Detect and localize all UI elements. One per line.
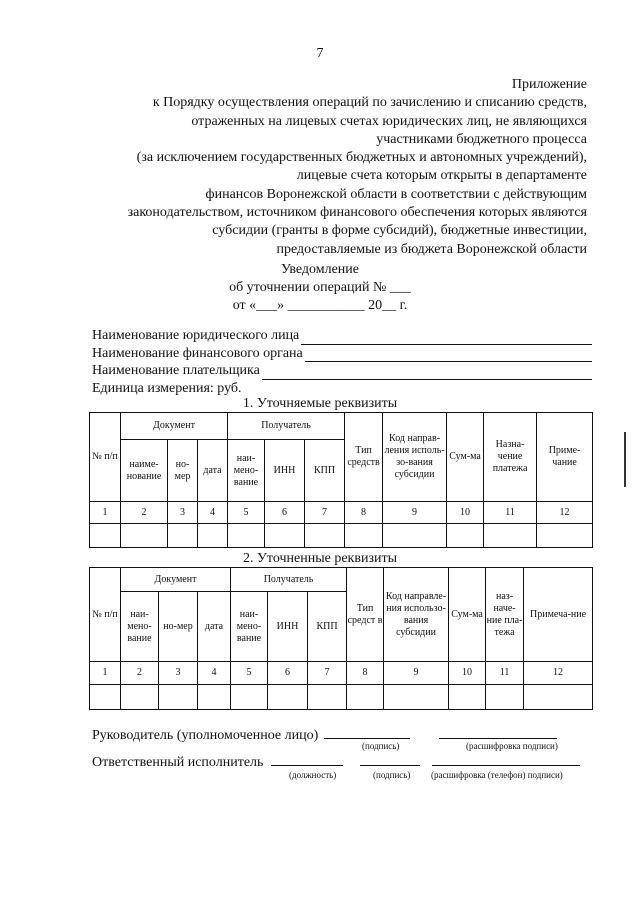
table-cell[interactable] <box>198 524 228 548</box>
col-header-doc-number: но-мер <box>168 440 198 502</box>
scan-edge-mark <box>624 432 626 487</box>
appendix-line: законодательством, источником финансового обеспечения которых являются <box>127 205 587 221</box>
col-header-kpp: КПП <box>308 592 347 662</box>
col-header-recipient-name: наи-мено-вание <box>228 440 265 502</box>
financial-body-label: Наименование финансового органа <box>92 345 303 361</box>
column-number: 2 <box>121 662 159 685</box>
table-clarified-requisites <box>89 412 593 548</box>
table-cell[interactable] <box>345 524 383 548</box>
legal-entity-row <box>92 327 592 345</box>
executor-position-field[interactable] <box>271 753 343 766</box>
col-header-fund-type: Тип средств <box>345 413 383 502</box>
head-signature-caption: (подпись) <box>362 741 400 751</box>
table-cell[interactable] <box>347 685 384 710</box>
notice-number-line: об уточнении операций № ___ <box>229 280 411 295</box>
appendix-line: финансов Воронежской области в соответствии с действующим <box>205 186 587 202</box>
head-label: Руководитель (уполномоченное лицо) <box>92 728 319 743</box>
column-number: 5 <box>231 662 268 685</box>
table-cell[interactable] <box>265 524 305 548</box>
executor-decoding-caption: (расшифровка (телефон) подписи) <box>431 770 563 780</box>
table-cell[interactable] <box>447 524 484 548</box>
table-cell[interactable] <box>90 685 121 710</box>
executor-signature-caption: (подпись) <box>373 770 411 780</box>
appendix-line: предоставляемые из бюджета Воронежской области <box>276 241 587 257</box>
head-decoding-caption: (расшифровка подписи) <box>466 741 558 751</box>
appendix-line: участниками бюджетного процесса <box>376 131 587 147</box>
col-header-sum: Сум-ма <box>447 413 484 502</box>
col-header-doc-name: наи-мено-вание <box>121 592 159 662</box>
column-number: 10 <box>447 502 484 524</box>
executor-signature-field[interactable] <box>360 753 420 766</box>
column-number: 3 <box>159 662 198 685</box>
column-number: 7 <box>308 662 347 685</box>
table-cell[interactable] <box>159 685 198 710</box>
table-cell[interactable] <box>305 524 345 548</box>
column-number: 8 <box>345 502 383 524</box>
table-cell[interactable] <box>308 685 347 710</box>
executor-position-caption: (должность) <box>289 770 337 780</box>
appendix-block <box>67 76 587 259</box>
appendix-line: (за исключением государственных бюджетных и автономных учреждений), <box>136 150 587 166</box>
table-row <box>90 685 593 710</box>
column-number: 12 <box>537 502 593 524</box>
column-number: 11 <box>484 502 537 524</box>
col-header-doc-date: дата <box>198 592 231 662</box>
col-header-document: Документ <box>121 568 231 592</box>
legal-entity-field[interactable] <box>301 331 592 345</box>
column-number: 4 <box>198 502 228 524</box>
col-header-recipient: Получатель <box>228 413 345 440</box>
table-cell[interactable] <box>449 685 486 710</box>
column-number: 3 <box>168 502 198 524</box>
table-cell[interactable] <box>90 524 121 548</box>
col-header-note: Приме-чание <box>537 413 593 502</box>
column-number: 1 <box>90 662 121 685</box>
col-header-subsidy-code: Код направ-ления исполь-зо-вания субсидии <box>383 413 447 502</box>
payer-field[interactable] <box>262 366 592 380</box>
payer-row <box>92 362 592 380</box>
executor-signature-row <box>92 753 580 771</box>
col-header-inn: ИНН <box>265 440 305 502</box>
table-cell[interactable] <box>524 685 593 710</box>
financial-body-row <box>92 345 592 363</box>
executor-label: Ответственный исполнитель <box>92 755 264 770</box>
table-cell[interactable] <box>121 524 168 548</box>
financial-body-field[interactable] <box>305 348 592 362</box>
payer-label: Наименование плательщика <box>92 363 260 378</box>
col-header-doc-number: но-мер <box>159 592 198 662</box>
table-cell[interactable] <box>383 524 447 548</box>
col-header-note: Примеча-ние <box>524 568 593 662</box>
col-header-kpp: КПП <box>305 440 345 502</box>
column-number: 4 <box>198 662 231 685</box>
legal-entity-label: Наименование юридического лица <box>92 328 300 343</box>
column-number: 5 <box>228 502 265 524</box>
column-number-row <box>90 502 593 524</box>
table-cell[interactable] <box>537 524 593 548</box>
column-number: 12 <box>524 662 593 685</box>
table-cell[interactable] <box>384 685 449 710</box>
unit-row <box>92 380 592 398</box>
table-cell[interactable] <box>484 524 537 548</box>
col-header-recipient-name: наи-мено-вание <box>231 592 268 662</box>
table-cell[interactable] <box>168 524 198 548</box>
column-number: 2 <box>121 502 168 524</box>
unit-label: Единица измерения: руб. <box>92 380 242 396</box>
table-cell[interactable] <box>486 685 524 710</box>
notice-date-line: от «___» ___________ 20__ г. <box>232 298 408 313</box>
col-header-number: № п/п <box>90 413 121 502</box>
column-number: 11 <box>486 662 524 685</box>
column-number: 6 <box>268 662 308 685</box>
table-cell[interactable] <box>121 685 159 710</box>
head-signature-field[interactable] <box>324 726 410 739</box>
column-number: 6 <box>265 502 305 524</box>
header-fields <box>92 327 592 397</box>
page-number: 7 <box>316 46 324 61</box>
table-cell[interactable] <box>268 685 308 710</box>
col-header-sum: Сум-ма <box>449 568 486 662</box>
section-2-title: 2. Уточненные реквизиты <box>243 551 397 566</box>
appendix-line: лицевые счета которым открыты в департаменте <box>296 168 587 184</box>
col-header-doc-name: наиме-нование <box>121 440 168 502</box>
section-1-title: 1. Уточняемые реквизиты <box>242 396 398 411</box>
table-cell[interactable] <box>228 524 265 548</box>
col-header-recipient: Получатель <box>231 568 347 592</box>
column-number: 10 <box>449 662 486 685</box>
head-decoding-field[interactable] <box>439 726 557 739</box>
col-header-purpose: Назна-чение платежа <box>484 413 537 502</box>
col-header-purpose: наз-наче-ние пла-тежа <box>486 568 524 662</box>
column-number: 1 <box>90 502 121 524</box>
appendix-line: субсидии (гранты в форме субсидий), бюджетные инвестиции, <box>212 223 587 239</box>
table-cell[interactable] <box>198 685 231 710</box>
appendix-line: к Порядку осуществления операций по зачислению и списанию средств, <box>152 95 587 111</box>
table-updated-requisites <box>89 567 593 710</box>
notice-title: Уведомление <box>280 262 359 277</box>
col-header-number: № п/п <box>90 568 121 662</box>
column-number: 7 <box>305 502 345 524</box>
table-row <box>90 524 593 548</box>
appendix-line: отраженных на лицевых счетах юридических лиц, не являющихся <box>191 113 587 129</box>
col-header-document: Документ <box>121 413 228 440</box>
column-number: 8 <box>347 662 384 685</box>
col-header-subsidy-code: Код направле-ния использо-вания субсидии <box>384 568 449 662</box>
executor-decoding-field[interactable] <box>432 753 580 766</box>
table-cell[interactable] <box>231 685 268 710</box>
appendix-line: Приложение <box>511 77 587 92</box>
column-number-row <box>90 662 593 685</box>
col-header-inn: ИНН <box>268 592 308 662</box>
col-header-doc-date: дата <box>198 440 228 502</box>
column-number: 9 <box>383 502 447 524</box>
column-number: 9 <box>384 662 449 685</box>
col-header-fund-type: Тип средст в <box>347 568 384 662</box>
